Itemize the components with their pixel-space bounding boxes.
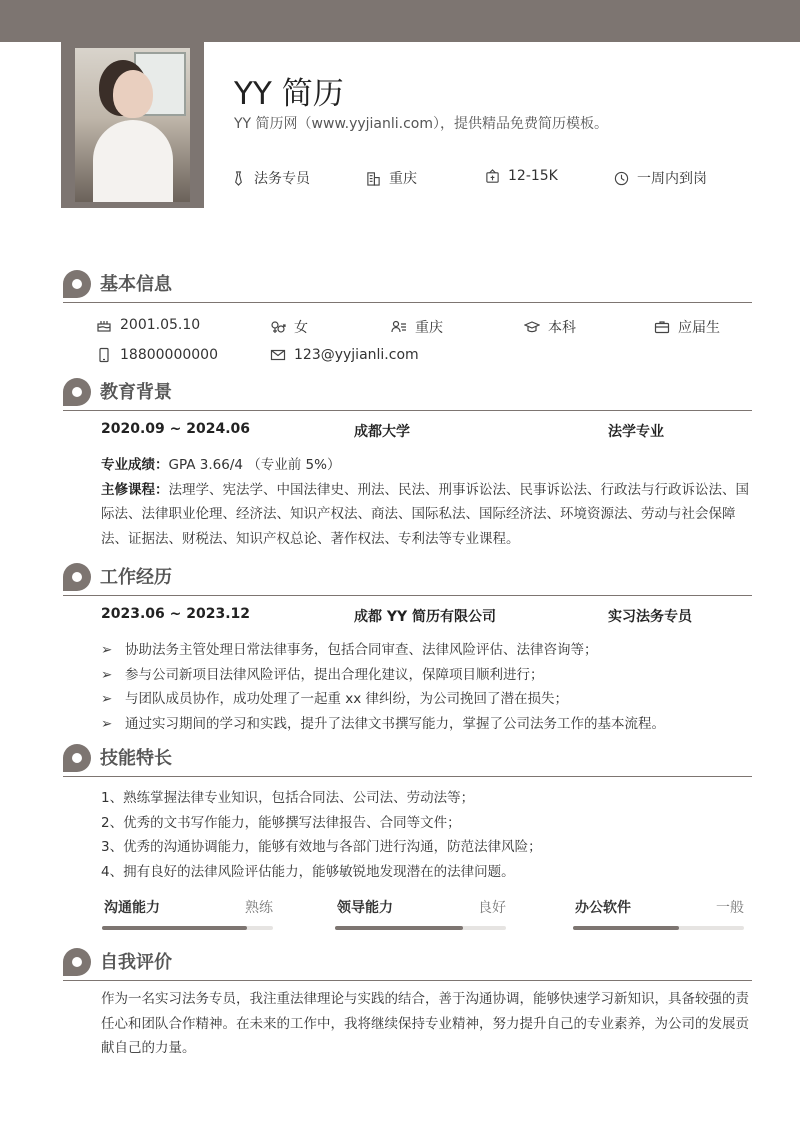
education-major: 法学专业 bbox=[608, 424, 664, 440]
resume-subtitle: YY 简历网（www.yyjianli.com），提供精品免费简历模板。 bbox=[234, 116, 608, 132]
list-item bbox=[101, 687, 751, 712]
section-marker-icon bbox=[63, 378, 91, 406]
section-title: 技能特长 bbox=[100, 748, 172, 769]
skill-bar-track bbox=[335, 926, 506, 930]
section-marker-icon bbox=[63, 948, 91, 976]
section-skills bbox=[63, 740, 752, 777]
clock-icon bbox=[614, 171, 629, 186]
info-phone bbox=[96, 347, 218, 363]
photo-frame bbox=[61, 42, 204, 208]
list-item-text: 协助法务主管处理日常法律事务，包括合同审查、法律风险评估、法律咨询等； bbox=[125, 642, 598, 658]
info-email-text: 123@yyjianli.com bbox=[294, 347, 419, 363]
section-marker-icon bbox=[63, 270, 91, 298]
section-title: 工作经历 bbox=[100, 567, 172, 588]
skill-bar-track bbox=[573, 926, 744, 930]
list-item: 1、熟练掌握法律专业知识，包括合同法、公司法、劳动法等； bbox=[101, 790, 475, 806]
section-basic-info bbox=[63, 266, 752, 303]
info-birthday-text: 2001.05.10 bbox=[120, 317, 201, 333]
skill-bar-fill bbox=[102, 926, 247, 930]
list-item bbox=[101, 638, 751, 663]
arrow-icon: ➢ bbox=[101, 715, 113, 732]
skill-bar-level: 熟练 bbox=[245, 900, 273, 916]
grade-label: 专业成绩： bbox=[101, 457, 169, 473]
work-position: 实习法务专员 bbox=[608, 609, 692, 625]
info-gender bbox=[270, 317, 308, 337]
courses-label: 主修课程： bbox=[101, 481, 169, 498]
meta-salary bbox=[485, 168, 558, 184]
list-item-text: 参与公司新项目法律风险评估，提出合理化建议，保障项目顺利进行； bbox=[125, 666, 544, 683]
education-school: 成都大学 bbox=[354, 424, 410, 440]
info-location-text: 重庆 bbox=[415, 320, 443, 336]
work-period: 2023.06 ~ 2023.12 bbox=[101, 606, 251, 622]
skills-list bbox=[101, 786, 751, 884]
skill-bar-communication bbox=[102, 897, 273, 937]
info-phone-text: 18800000000 bbox=[120, 347, 218, 363]
cake-icon bbox=[96, 317, 112, 333]
meta-city-text: 重庆 bbox=[389, 171, 417, 187]
skill-bar-level: 一般 bbox=[716, 900, 744, 916]
profile-photo bbox=[75, 48, 190, 202]
list-item: 4、拥有良好的法律风险评估能力，能够敏锐地发现潜在的法律问题。 bbox=[101, 863, 515, 880]
meta-availability-text: 一周内到岗 bbox=[637, 171, 707, 187]
arrow-icon: ➢ bbox=[101, 642, 113, 658]
list-item bbox=[101, 663, 751, 688]
skill-bar-label: 领导能力 bbox=[337, 900, 393, 916]
skill-bar-label: 沟通能力 bbox=[104, 900, 160, 916]
skill-bar-office bbox=[573, 897, 744, 937]
section-title: 基本信息 bbox=[100, 274, 172, 295]
meta-city bbox=[366, 168, 417, 188]
education-grade bbox=[101, 453, 751, 478]
section-title: 教育背景 bbox=[100, 382, 172, 403]
section-work bbox=[63, 559, 752, 596]
work-bullet-list bbox=[101, 638, 751, 736]
top-bar bbox=[0, 0, 800, 42]
section-title: 自我评价 bbox=[100, 952, 172, 973]
list-item: 2、优秀的文书写作能力，能够撰写法律报告、合同等文件； bbox=[101, 814, 461, 831]
self-eval-text: 作为一名实习法务专员，我注重法律理论与实践的结合，善于沟通协调，能够快速学习新知识，具备较强的责任心和团队合作精神。在未来的工作中，我将继续保持专业精神，努力提升自己的专业素养，为公司的发展贡献自己的力量。 bbox=[101, 991, 749, 1056]
section-marker-icon bbox=[63, 563, 91, 591]
info-gender-text: 女 bbox=[294, 320, 308, 336]
phone-icon bbox=[96, 347, 112, 363]
wallet-icon bbox=[485, 169, 500, 184]
skill-bar-level: 良好 bbox=[478, 900, 506, 916]
courses-text: 法理学、宪法学、中国法律史、刑法、民法、刑事诉讼法、民事诉讼法、行政法与行政诉讼法、国际法、法律职业伦理、经济法、知识产权法、商法、国际私法、国际经济法、环境资源法、劳动与社会保障法、证据法、财税法、知识产权总论、著作权法、专利法等专业课程。 bbox=[101, 481, 749, 547]
building-icon bbox=[366, 171, 381, 186]
meta-salary-text: 12-15K bbox=[508, 168, 558, 184]
list-item-text: 与团队成员协作，成功处理了一起重 xx 律纠纷，为公司挽回了潜在损失； bbox=[125, 691, 569, 707]
list-item bbox=[101, 712, 751, 737]
section-marker-icon bbox=[63, 744, 91, 772]
info-degree-text: 本科 bbox=[548, 320, 576, 336]
education-details bbox=[101, 453, 751, 551]
resume-name: YY 简历 bbox=[234, 76, 344, 112]
section-education bbox=[63, 374, 752, 411]
info-birthday bbox=[96, 317, 200, 333]
list-item-text: 通过实习期间的学习和实践，提升了法律文书撰写能力，掌握了公司法务工作的基本流程。 bbox=[125, 715, 665, 732]
skill-bar-fill bbox=[573, 926, 679, 930]
info-location bbox=[391, 317, 443, 337]
mail-icon bbox=[270, 347, 286, 363]
education-period: 2020.09 ~ 2024.06 bbox=[101, 421, 251, 437]
education-courses bbox=[101, 478, 751, 552]
tie-icon bbox=[231, 171, 246, 186]
graduation-cap-icon bbox=[524, 319, 540, 335]
section-self-eval bbox=[63, 944, 752, 981]
info-degree bbox=[524, 317, 576, 337]
arrow-icon: ➢ bbox=[101, 666, 113, 683]
skill-bar-fill bbox=[335, 926, 463, 930]
info-email bbox=[270, 347, 419, 363]
gender-icon bbox=[270, 319, 286, 335]
work-company: 成都 YY 简历有限公司 bbox=[354, 609, 497, 625]
info-status bbox=[654, 317, 720, 337]
arrow-icon: ➢ bbox=[101, 691, 113, 707]
skill-bar-label: 办公软件 bbox=[575, 900, 631, 916]
grade-text: GPA 3.66/4 （专业前 5%） bbox=[168, 457, 341, 473]
meta-position-text: 法务专员 bbox=[254, 171, 310, 187]
info-status-text: 应届生 bbox=[678, 320, 720, 336]
briefcase-icon bbox=[654, 319, 670, 335]
meta-availability bbox=[614, 168, 707, 188]
skill-bar-track bbox=[102, 926, 273, 930]
meta-position bbox=[231, 168, 310, 188]
list-item: 3、优秀的沟通协调能力，能够有效地与各部门进行沟通，防范法律风险； bbox=[101, 839, 542, 855]
skill-bar-leadership bbox=[335, 897, 506, 937]
person-list-icon bbox=[391, 319, 407, 335]
